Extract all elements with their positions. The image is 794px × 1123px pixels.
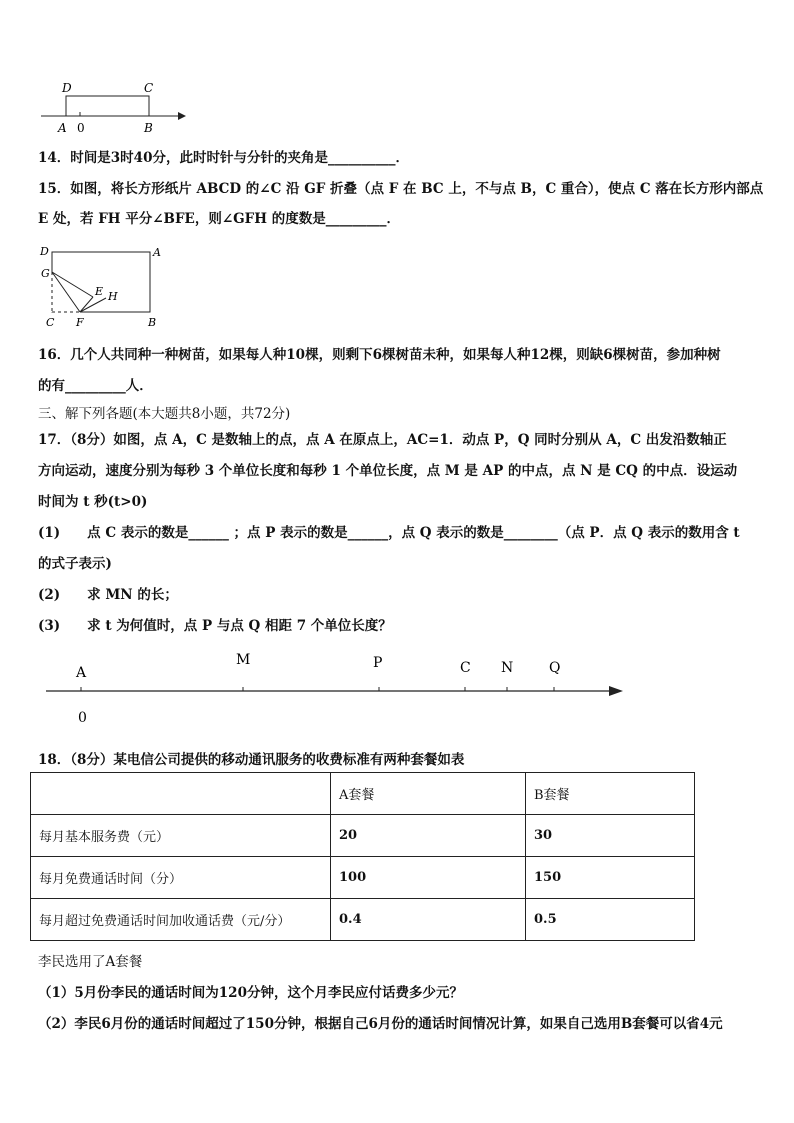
label-P: P bbox=[373, 655, 383, 671]
label-B: B bbox=[148, 316, 157, 329]
table-cell: 每月超过免费通话时间加收通话费（元/分） bbox=[31, 899, 331, 941]
label-A: A bbox=[76, 665, 87, 681]
label-C: C bbox=[460, 660, 471, 676]
fee-table bbox=[30, 772, 695, 941]
label-H: H bbox=[108, 290, 118, 303]
question-15-line2: E 处，若 FH 平分∠BFE，则∠GFH 的度数是_________． bbox=[38, 211, 400, 227]
question-14: 14．时间是3时40分，此时时针与分针的夹角是__________． bbox=[38, 150, 409, 166]
table-row bbox=[31, 857, 695, 899]
question-17-line3: 时间为 t 秒(t>0) bbox=[38, 494, 148, 510]
question-18-part1: （1）5月份李民的通话时间为120分钟，这个月李民应付话费多少元？ bbox=[38, 985, 463, 1001]
figure-top-number-line bbox=[36, 76, 196, 136]
label-D: D bbox=[62, 81, 72, 95]
table-cell: 每月免费通话时间（分） bbox=[31, 857, 331, 899]
question-18-line1: 18．（8分）某电信公司提供的移动通讯服务的收费标准有两种套餐如表 bbox=[38, 752, 465, 768]
table-header-cell: B套餐 bbox=[526, 773, 695, 815]
label-M: M bbox=[236, 652, 251, 668]
table-cell: 0.4 bbox=[331, 899, 526, 941]
label-E: E bbox=[95, 285, 104, 298]
label-C: C bbox=[46, 316, 55, 329]
table-cell: 20 bbox=[331, 815, 526, 857]
table-row bbox=[31, 815, 695, 857]
question-16-line2: 的有_________人． bbox=[38, 378, 153, 394]
label-zero: 0 bbox=[77, 121, 85, 135]
label-G: G bbox=[41, 267, 50, 280]
table-cell: 每月基本服务费（元） bbox=[31, 815, 331, 857]
table-header-row bbox=[31, 773, 695, 815]
table-cell: 100 bbox=[331, 857, 526, 899]
table-header-cell: A套餐 bbox=[331, 773, 526, 815]
table-header-cell bbox=[31, 773, 331, 815]
label-B: B bbox=[144, 121, 153, 135]
question-18-note: 李民选用了A套餐 bbox=[38, 954, 143, 970]
label-F: F bbox=[76, 316, 84, 329]
table-cell: 0.5 bbox=[526, 899, 695, 941]
question-17-part1-line2: 的式子表示) bbox=[38, 556, 112, 572]
figure-q17-number-line bbox=[38, 646, 638, 730]
label-zero: 0 bbox=[78, 710, 87, 726]
figure-q15-rectangle-fold bbox=[38, 242, 168, 332]
question-16-line1: 16．几个人共同种一种树苗，如果每人种10棵，则剩下6棵树苗未种，如果每人种12棵，则缺6棵树苗，参加种树 bbox=[38, 347, 721, 363]
label-Q: Q bbox=[549, 660, 561, 676]
question-17-part1-line1: (1) 点 C 表示的数是______ ；点 P 表示的数是______，点 Q 表示的数是________（点 P．点 Q 表示的数用含 t bbox=[38, 525, 740, 541]
table-cell: 30 bbox=[526, 815, 695, 857]
section-3-heading: 三、解下列各题(本大题共8小题，共72分) bbox=[38, 406, 291, 422]
table-cell: 150 bbox=[526, 857, 695, 899]
question-18-part2: （2）李民6月份的通话时间超过了150分钟，根据自己6月份的通话时间情况计算，如果自己选用B套餐可以省4元 bbox=[38, 1016, 723, 1032]
question-17-line1: 17．（8分）如图，点 A，C 是数轴上的点，点 A 在原点上，AC=1．动点 P，Q 同时分别从 A，C 出发沿数轴正 bbox=[38, 432, 727, 448]
table-row bbox=[31, 899, 695, 941]
question-15-line1: 15．如图，将长方形纸片 ABCD 的∠C 沿 GF 折叠（点 F 在 BC 上，不与点 B，C 重合），使点 C 落在长方形内部点 bbox=[38, 181, 764, 197]
question-17-line2: 方向运动，速度分别为每秒 3 个单位长度和每秒 1 个单位长度，点 M 是 AP 的中点，点 N 是 CQ 的中点．设运动 bbox=[38, 463, 738, 479]
label-N: N bbox=[501, 660, 514, 676]
label-A: A bbox=[153, 246, 161, 259]
label-A: A bbox=[58, 121, 67, 135]
question-17-part3: (3) 求 t 为何值时，点 P 与点 Q 相距 7 个单位长度？ bbox=[38, 618, 392, 634]
label-D: D bbox=[40, 245, 49, 258]
question-17-part2: (2) 求 MN 的长； bbox=[38, 587, 178, 603]
label-C: C bbox=[144, 81, 154, 95]
